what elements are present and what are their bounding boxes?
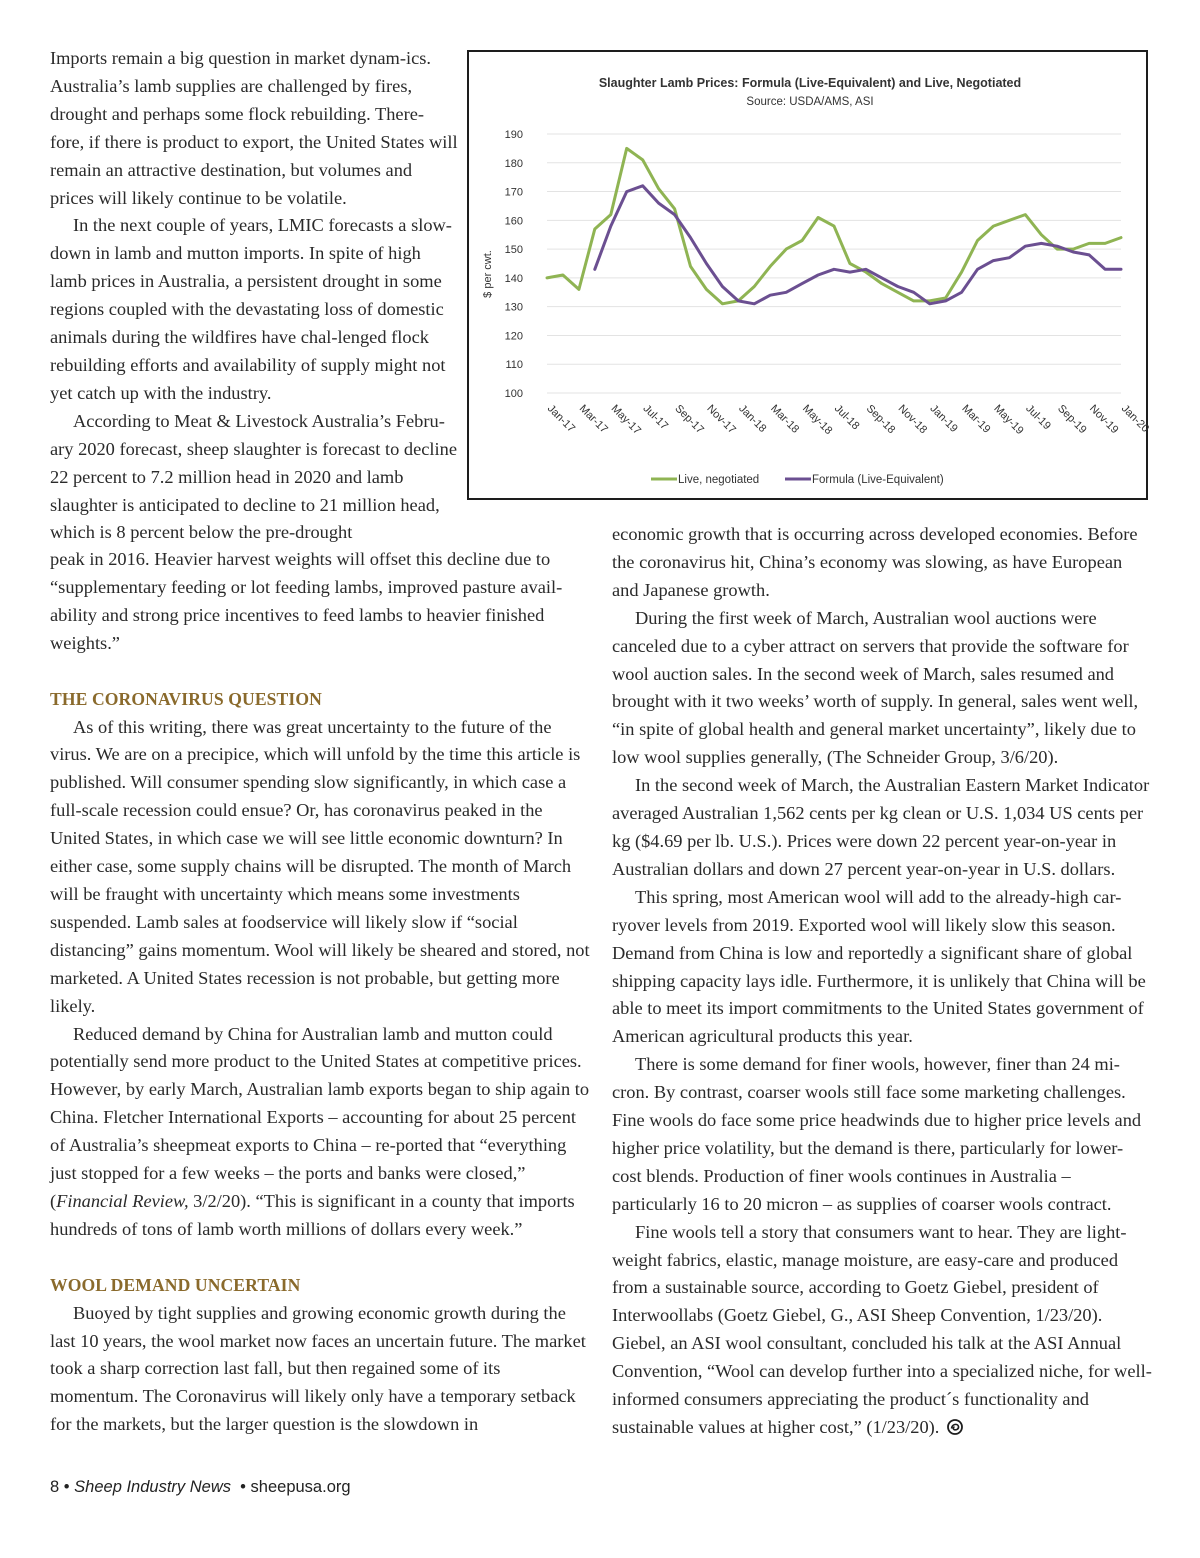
paragraph-eastern-market-indicator: In the second week of March, the Australian Eastern Market Indicator averaged Australian 1,562 cents per kg clean or U.S. 1,034 US cents per kg ($4.69 per lb. U.S.). Prices were down 22 percent year-on-year in Australian dollars and down 27 percent year-on-year in U.S. dollars. (612, 775, 1150, 879)
x-tick-Nov-19: Nov-19 (1086, 402, 1121, 437)
chart-y-tick-labels (505, 129, 523, 400)
end-of-article-icon (947, 1419, 963, 1435)
x-tick-Sep-17: Sep-17 (672, 402, 707, 437)
x-tick-May-17: May-17 (608, 402, 644, 438)
page-number: 8 (50, 1478, 60, 1496)
paragraph-wool-market: Buoyed by tight supplies and growing economic growth during the last 10 years, the wool market now faces an uncertain future. The market took a sharp correction last fall, but then regained some of its momentum. The Coronavirus will likely only have a temporary setback for the markets, but the larger question is the slowdown in (50, 1302, 586, 1435)
x-tick-Jul-17: Jul-17 (640, 402, 671, 433)
legend-label-live: Live, negotiated (678, 474, 760, 486)
paragraph-lmic-forecast: In the next couple of years, LMIC forecasts a slow-down in lamb and mutton imports. In spite of high lamb prices in Australia, a persistent drought in some regions coupled with the devastating loss of domestic animals during the wildfires have chal-lenged flock rebuilding efforts and availability of supply might not yet catch up with the industry. (50, 215, 452, 403)
fine-wools-text: Fine wools tell a story that consumers want to hear. They are light-weight fabrics, elastic, manage moisture, are easy-care and produced from a sustainable source, according to Goetz Giebel, president of Interwoollabs (Goetz Giebel, G., ASI Sheep Convention, 1/23/20). Giebel, an ASI wool consultant, concluded his talk at the ASI Annual Convention, “Wool can develop further into a specialized niche, for well-informed consumers appreciating the product´s functionality and sustainable values at higher cost,” (1/23/20). (612, 1221, 1152, 1437)
chart-series-lines (547, 148, 1121, 303)
china-demand-text-b: 3/2/20). “This is significant in a county that imports hundreds of tons of lamb worth millions of dollars every week.” (50, 1190, 575, 1239)
y-tick-140: 140 (504, 272, 523, 285)
x-tick-May-19: May-19 (991, 402, 1026, 438)
y-tick-110: 110 (505, 359, 523, 372)
x-tick-Jul-18: Jul-18 (831, 402, 862, 433)
page-footer (50, 1478, 351, 1497)
x-tick-Mar-19: Mar-19 (959, 402, 993, 436)
y-tick-180: 180 (504, 157, 523, 170)
paragraph-coronavirus-uncertainty: As of this writing, there was great uncertainty to the future of the virus. We are on a precipice, which will unfold by the time this article is published. Will consumer spending slow significantly, in which case a full-scale recession could ensue? Or, has coronavirus peaked in the United States, in which case we will see little economic downturn? In either case, some supply chains will be disrupted. The month of March will be fraught with uncertainty which means some investments suspended. Lamb sales at foodservice will likely slow if “social distancing” gains momentum. Wool will likely be sheared and stored, not marketed. A United States recession is not probable, but getting more likely. (50, 716, 590, 1016)
left-column-top (50, 45, 458, 547)
china-demand-text-a: Reduced demand by China for Australian lamb and mutton could potentially send more product to the United States at competitive prices. However, by early March, Australian lamb exports began to ship again to China. Fletcher International Exports – accounting for about 25 percent of Australia’s sheepmeat exports to China – re-ported that “everything just stopped for a few weeks – the ports and banks were closed,” ( (50, 1023, 590, 1211)
x-tick-Jan-17: Jan-17 (544, 402, 578, 435)
paragraph-mla-forecast: According to Meat & Livestock Australia’s Febru-ary 2020 forecast, sheep slaughter is forecast to decline 22 percent to 7.2 million head in 2020 and lamb slaughter is anticipated to decline to 21 million head, which is 8 percent below the pre-drought (50, 410, 457, 543)
x-tick-Mar-18: Mar-18 (768, 402, 802, 436)
chart-title: Slaughter Lamb Prices: Formula (Live-Equivalent) and Live, Negotiated (598, 76, 1022, 90)
heading-coronavirus-question: THE CORONAVIRUS QUESTION (50, 688, 322, 709)
paragraph-imports: Imports remain a big question in market dynam-ics. Australia’s lamb supplies are challenged by fires, drought and perhaps some flock rebuilding. There-fore, if there is product to export, the United States will remain an attractive destination, but volumes and prices will likely continue to be volatile. (50, 48, 458, 208)
x-tick-May-18: May-18 (799, 402, 835, 438)
footer-bullet-1: • (63, 1478, 70, 1496)
x-tick-Jan-18: Jan-18 (736, 402, 769, 435)
y-tick-160: 160 (504, 215, 523, 228)
series-line-formula (595, 186, 1121, 304)
y-tick-190: 190 (504, 129, 523, 141)
lamb-price-chart (467, 50, 1152, 500)
footer-bullet-2: • (240, 1478, 246, 1496)
series-line-live-negotiated (547, 148, 1121, 303)
y-tick-120: 120 (504, 330, 523, 343)
legend-label-formula: Formula (Live-Equivalent) (812, 474, 944, 486)
chart-y-axis-label: $ per cwt. (482, 250, 494, 298)
chart-subtitle: Source: USDA/AMS, ASI (746, 96, 874, 108)
chart-legend (651, 474, 944, 486)
heading-wool-demand-uncertain: WOOL DEMAND UNCERTAIN (50, 1274, 301, 1295)
chart-x-tick-labels (545, 403, 1151, 437)
citation-financial-review: Financial Review, (56, 1190, 189, 1211)
y-tick-100: 100 (504, 388, 523, 400)
y-tick-170: 170 (504, 186, 523, 199)
x-tick-Sep-19: Sep-19 (1055, 402, 1089, 437)
x-tick-Jul-19: Jul-19 (1023, 402, 1053, 433)
y-tick-150: 150 (504, 244, 523, 257)
chart-gridlines (547, 134, 1121, 393)
paragraph-china-demand (50, 1021, 590, 1244)
publication-name: Sheep Industry News (74, 1478, 231, 1496)
right-column (612, 521, 1152, 1442)
y-tick-130: 130 (504, 301, 523, 314)
x-tick-Jan-19: Jan-19 (927, 402, 960, 435)
x-tick-Sep-18: Sep-18 (863, 402, 898, 437)
paragraph-harvest-weights: peak in 2016. Heavier harvest weights will offset this decline due to “supplementary feeding or lot feeding lambs, improved pasture avail-ability and strong price incentives to feed lambs to heavier finished weights.” (50, 549, 563, 653)
paragraph-american-wool: This spring, most American wool will add to the already-high car-ryover levels from 2019. Exported wool will likely slow this season. Demand from China is low and reportedly a significant share of global shipping capacity lays idle. Furthermore, it is unlikely that China will be able to meet its import commitments to the United States government of American agricultural products this year. (612, 886, 1146, 1047)
paragraph-economic-growth: economic growth that is occurring across developed economies. Before the coronavirus hit, China’s economy was slowing, as have European and Japanese growth. (612, 524, 1138, 600)
paragraph-finer-wools: There is some demand for finer wools, however, finer than 24 mi-cron. By contrast, coarser wools still face some marketing challenges. Fine wools do face some price headwinds due to higher price levels and higher price volatility, but the demand is there, particularly for lower-cost blends. Production of finer wools continues in Australia – particularly 16 to 20 micron – as supplies of coarser wools contract. (612, 1054, 1142, 1214)
paragraph-wool-auctions: During the first week of March, Australian wool auctions were canceled due to a cyber attract on servers that provide the software for wool auction sales. In the second week of March, sales resumed and brought with it two weeks’ worth of supply. In general, sales went well, “in spite of global health and general market uncertainty”, likely due to low wool supplies generally, (The Schneider Group, 3/6/20). (612, 607, 1139, 768)
left-column-bottom (50, 546, 590, 1439)
x-tick-Nov-18: Nov-18 (895, 402, 930, 437)
paragraph-fine-wools-story (612, 1219, 1152, 1442)
chart-svg (469, 52, 1152, 498)
x-tick-Jan-20: Jan-20 (1118, 402, 1152, 435)
x-tick-Mar-17: Mar-17 (576, 402, 610, 436)
website: sheepusa.org (250, 1478, 351, 1496)
x-tick-Nov-17: Nov-17 (704, 402, 738, 437)
